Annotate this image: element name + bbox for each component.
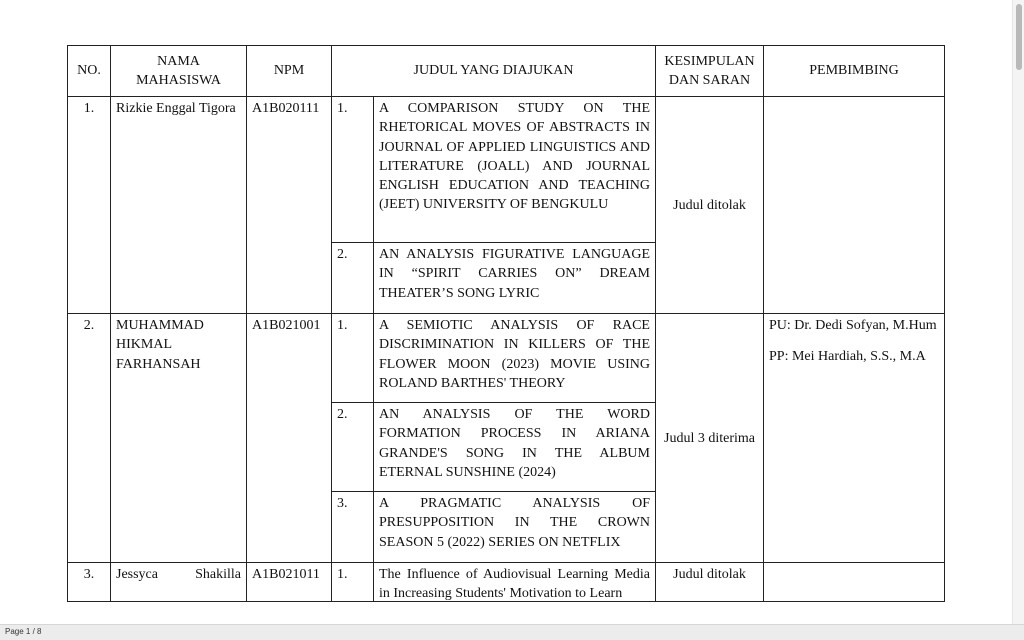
- row-no: 2.: [68, 314, 111, 563]
- header-judul: JUDUL YANG DIAJUKAN: [332, 46, 656, 97]
- page-indicator: Page 1 / 8: [5, 627, 42, 636]
- submission-table: [67, 45, 945, 602]
- row-npm: A1B020111: [247, 97, 332, 314]
- title-number: 1.: [332, 314, 374, 403]
- header-pembimbing: PEMBIMBING: [764, 46, 945, 97]
- title-number: 1.: [332, 563, 374, 602]
- title-number: 1.: [332, 97, 374, 243]
- table-row: [68, 97, 945, 243]
- row-kesimpulan: Judul ditolak: [656, 97, 764, 314]
- row-npm: A1B021011: [247, 563, 332, 602]
- row-nama: MUHAMMAD HIKMAL FARHANSAH: [111, 314, 247, 563]
- scrollbar-thumb[interactable]: [1016, 4, 1022, 70]
- row-npm: A1B021001: [247, 314, 332, 563]
- title-text: A COMPARISON STUDY ON THE RHETORICAL MOVES OF ABSTRACTS IN JOURNAL OF APPLIED LINGUISTICS AND LITERATURE (JOALL) AND JOURNAL ENGLISH EDUCATION AND TEACHING (JEET) UNIVERSITY OF BENGKULU: [374, 97, 656, 243]
- header-row: [68, 46, 945, 97]
- title-text: A SEMIOTIC ANALYSIS OF RACE DISCRIMINATION IN KILLERS OF THE FLOWER MOON (2023) MOVIE USING ROLAND BARTHES' THEORY: [374, 314, 656, 403]
- vertical-scrollbar[interactable]: [1012, 0, 1024, 624]
- title-number: 2.: [332, 403, 374, 492]
- header-kesimpulan: KESIMPULAN DAN SARAN: [656, 46, 764, 97]
- status-bar: [0, 624, 1024, 640]
- row-kesimpulan: Judul ditolak: [656, 563, 764, 602]
- title-text-clip: The Influence of Audiovisual Learning Media in Increasing Students' Motivation to Learn: [379, 567, 650, 601]
- title-text: A PRAGMATIC ANALYSIS OF PRESUPPOSITION IN THE CROWN SEASON 5 (2022) SERIES ON NETFLIX: [374, 492, 656, 563]
- pembimbing-pp: PP: Mei Hardiah, S.S., M.A: [769, 349, 926, 365]
- row-no: 1.: [68, 97, 111, 314]
- title-text: [374, 563, 656, 602]
- header-nama: NAMA MAHASISWA: [111, 46, 247, 97]
- table-row: [68, 314, 945, 403]
- pembimbing-pu: PU: Dr. Dedi Sofyan, M.Hum: [769, 318, 937, 333]
- title-number: 2.: [332, 243, 374, 314]
- row-pembimbing: [764, 314, 945, 563]
- title-number: 3.: [332, 492, 374, 563]
- table-row: [68, 563, 945, 602]
- row-pembimbing: [764, 563, 945, 602]
- row-kesimpulan: Judul 3 diterima: [656, 314, 764, 563]
- title-text: AN ANALYSIS FIGURATIVE LANGUAGE IN “SPIRIT CARRIES ON” DREAM THEATER’S SONG LYRIC: [374, 243, 656, 314]
- row-nama: Jessyca Shakilla: [111, 563, 247, 602]
- row-pembimbing: [764, 97, 945, 314]
- row-nama: Rizkie Enggal Tigora: [111, 97, 247, 314]
- title-text: AN ANALYSIS OF THE WORD FORMATION PROCESS IN ARIANA GRANDE'S SONG IN THE ALBUM ETERNAL SUNSHINE (2024): [374, 403, 656, 492]
- header-npm: NPM: [247, 46, 332, 97]
- row-no: 3.: [68, 563, 111, 602]
- header-no: NO.: [68, 46, 111, 97]
